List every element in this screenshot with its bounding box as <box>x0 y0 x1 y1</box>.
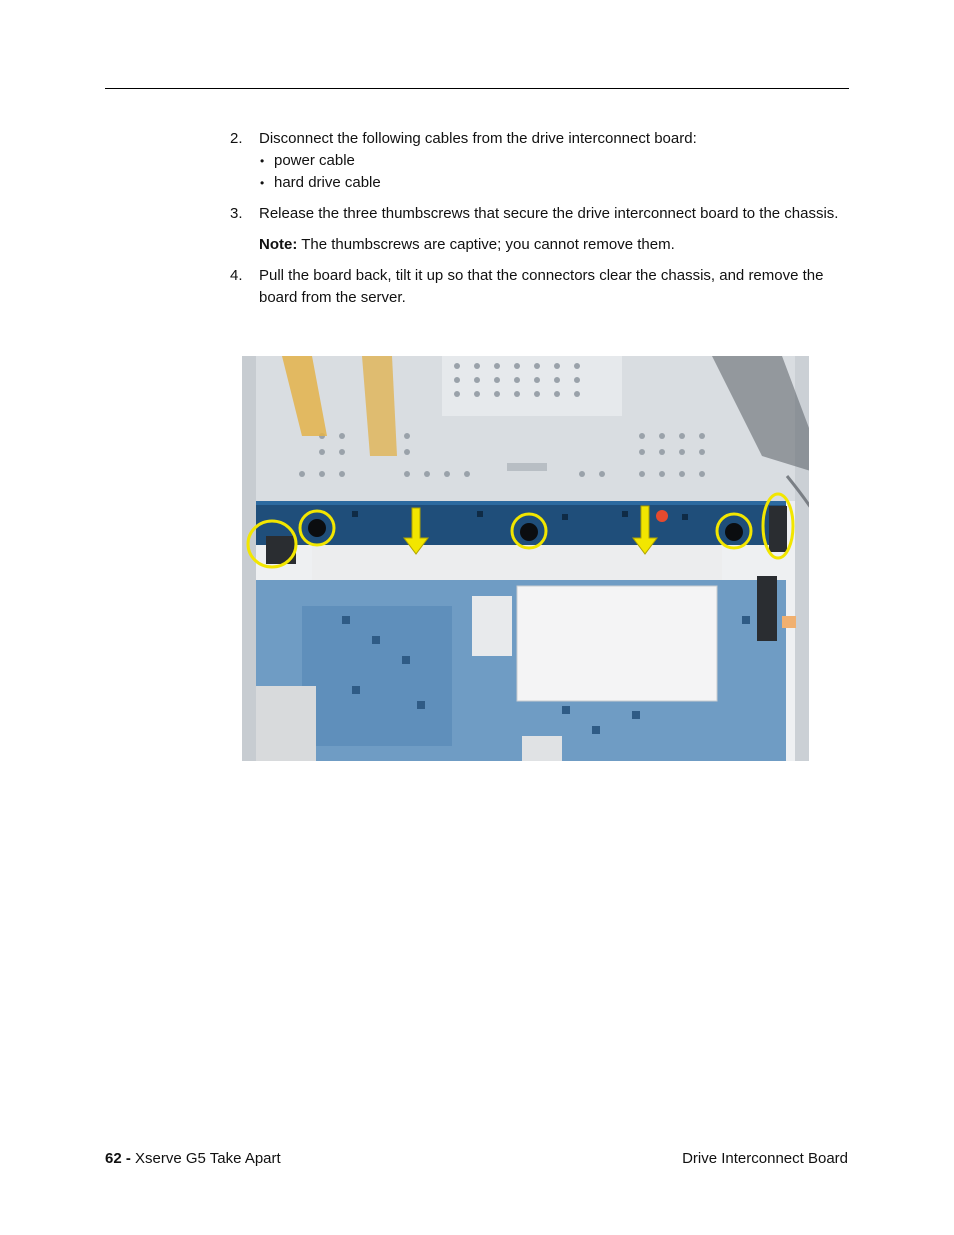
list-item: • power cable <box>259 150 850 172</box>
step-4 <box>230 265 850 309</box>
header-rule <box>105 88 849 89</box>
instruction-steps <box>230 128 850 318</box>
note <box>259 234 850 256</box>
step-text: Disconnect the following cables from the drive interconnect board: <box>259 130 697 147</box>
cable-list <box>259 150 850 194</box>
drive-interconnect-board-photo <box>242 356 809 761</box>
footer-left <box>105 1150 281 1167</box>
list-item: • hard drive cable <box>259 172 850 194</box>
note-text: The thumbscrews are captive; you cannot remove them. <box>301 236 675 253</box>
step-3 <box>230 203 850 256</box>
step-number: 3. <box>230 205 243 222</box>
page-number: 62 - <box>105 1150 131 1167</box>
processor-cover <box>517 586 717 701</box>
note-label: Note: <box>259 236 298 253</box>
document-title: Xserve G5 Take Apart <box>135 1150 281 1167</box>
step-number: 2. <box>230 130 243 147</box>
step-2 <box>230 128 850 194</box>
interconnect-board <box>256 501 786 545</box>
step-text: Pull the board back, tilt it up so that the connectors clear the chassis, and remove the board from the server. <box>259 267 824 306</box>
step-text: Release the three thumbscrews that secure the drive interconnect board to the chassis. <box>259 205 839 222</box>
step-number: 4. <box>230 267 243 284</box>
section-title: Drive Interconnect Board <box>682 1150 848 1167</box>
